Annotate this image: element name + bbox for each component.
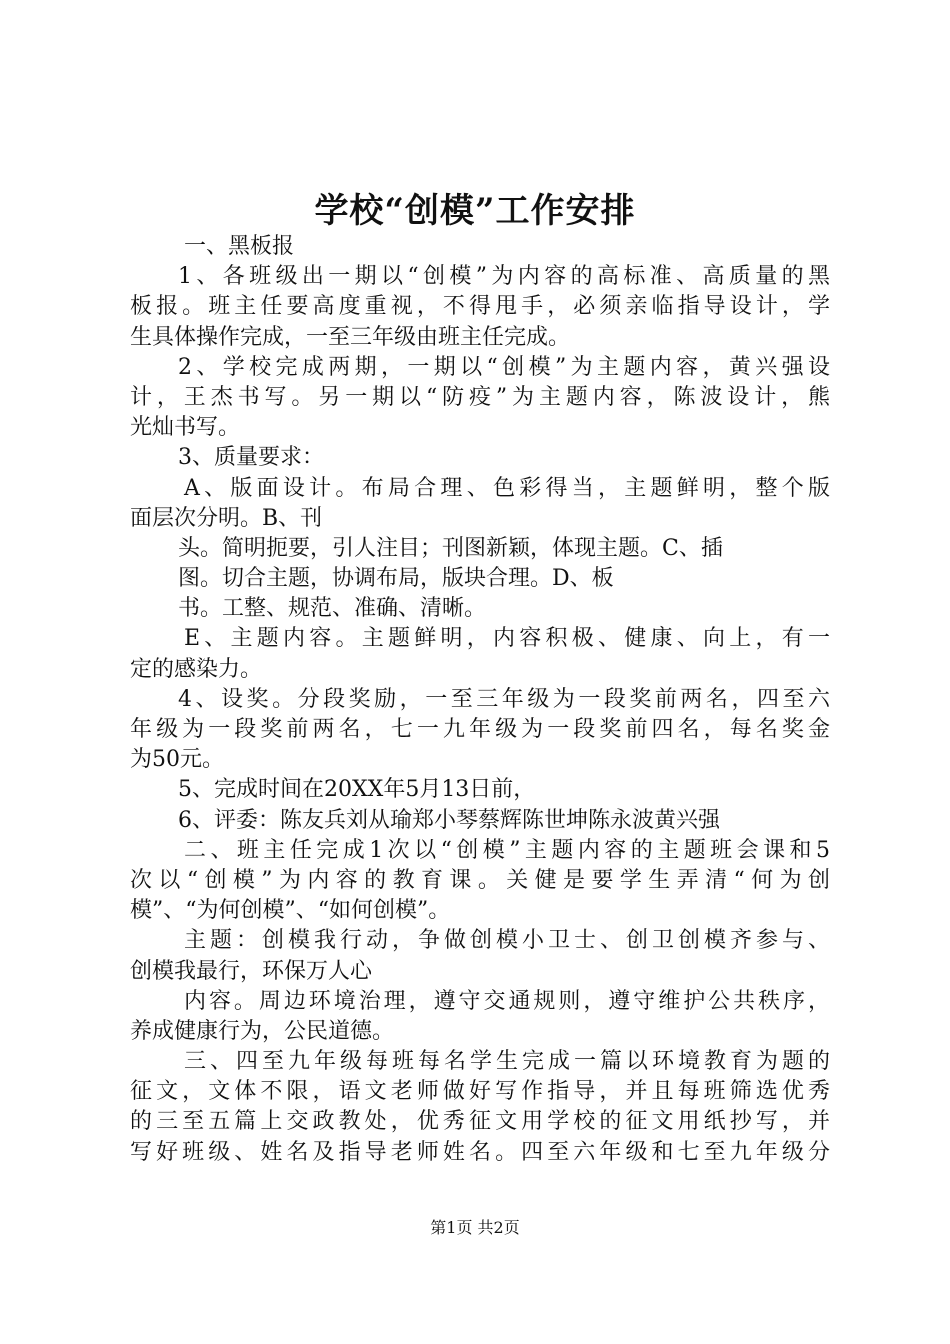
paragraph-line: 定的感染力。	[130, 656, 263, 682]
section-heading: 三、四至九年级每班每名学生完成一篇以环境教育为题的	[184, 1049, 830, 1075]
paragraph-line: 年级为一段奖前两名，七一九年级为一段奖前四名，每名奖金	[130, 717, 830, 742]
section-heading: 一、黑板报	[184, 234, 295, 259]
paragraph-line: 面层次分明。B、刊	[130, 505, 323, 531]
paragraph-line: 创模我最行，环保万人心	[130, 958, 373, 984]
document-body	[130, 232, 830, 1168]
paragraph-line: 养成健康行为，公民道德。	[130, 1018, 395, 1044]
paragraph-line: 4、设奖。分段奖励，一至三年级为一段奖前两名，四至六	[178, 686, 830, 712]
paragraph-line: 写好班级、姓名及指导老师姓名。四至六年级和七至九年级分	[130, 1139, 830, 1165]
page-footer: 第1页 共2页	[430, 1218, 520, 1237]
paragraph-line: 光灿书写。	[130, 415, 241, 441]
paragraph-line: 征文，文体不限，语文老师做好写作指导，并且每班筛选优秀	[130, 1079, 830, 1105]
paragraph-line: 的三至五篇上交政教处，优秀征文用学校的征文用纸抄写，并	[130, 1109, 830, 1135]
document-title: 学校“创模”工作安排	[314, 191, 636, 231]
paragraph-line: 头。简明扼要，引人注目；刊图新颖，体现主题。C、插	[178, 535, 723, 561]
paragraph-line: 6、评委：陈友兵刘从瑜郑小琴蔡辉陈世坤陈永波黄兴强	[178, 807, 720, 833]
paragraph-line: 主题：创模我行动，争做创模小卫士、创卫创模齐参与、	[184, 928, 830, 954]
paragraph-line: 内容。周边环境治理，遵守交通规则，遵守维护公共秩序，	[184, 988, 830, 1014]
paragraph-line: 书。工整、规范、准确、清晰。	[178, 596, 487, 622]
paragraph-line: 5、完成时间在20XX年5月13日前，	[178, 777, 536, 803]
section-heading: 二、班主任完成1次以“创模”主题内容的主题班会课和5	[184, 837, 830, 863]
paragraph-line: 图。切合主题，协调布局，版块合理。D、板	[178, 566, 614, 592]
paragraph-line: 计，王杰书写。另一期以“防疫”为主题内容，陈波设计，熊	[130, 384, 830, 410]
paragraph-line: 次以“创模”为内容的教育课。关健是要学生弄清“何为创	[130, 867, 830, 893]
paragraph-line: 2、学校完成两期，一期以“创模”为主题内容，黄兴强设	[178, 354, 830, 380]
paragraph-line: 生具体操作完成，一至三年级由班主任完成。	[130, 324, 571, 350]
paragraph-line: E、主题内容。主题鲜明，内容积极、健康、向上，有一	[184, 626, 830, 652]
paragraph-line: A、版面设计。布局合理、色彩得当，主题鲜明，整个版	[184, 475, 830, 501]
paragraph-line: 板报。班主任要高度重视，不得甩手，必须亲临指导设计，学	[130, 294, 830, 320]
paragraph-line: 模”、“为何创模”、“如何创模”。	[130, 898, 451, 924]
paragraph-line: 1、各班级出一期以“创模”为内容的高标准、高质量的黑	[178, 264, 830, 290]
paragraph-line: 为50元。	[130, 747, 224, 773]
paragraph-line: 3、质量要求：	[178, 445, 324, 471]
